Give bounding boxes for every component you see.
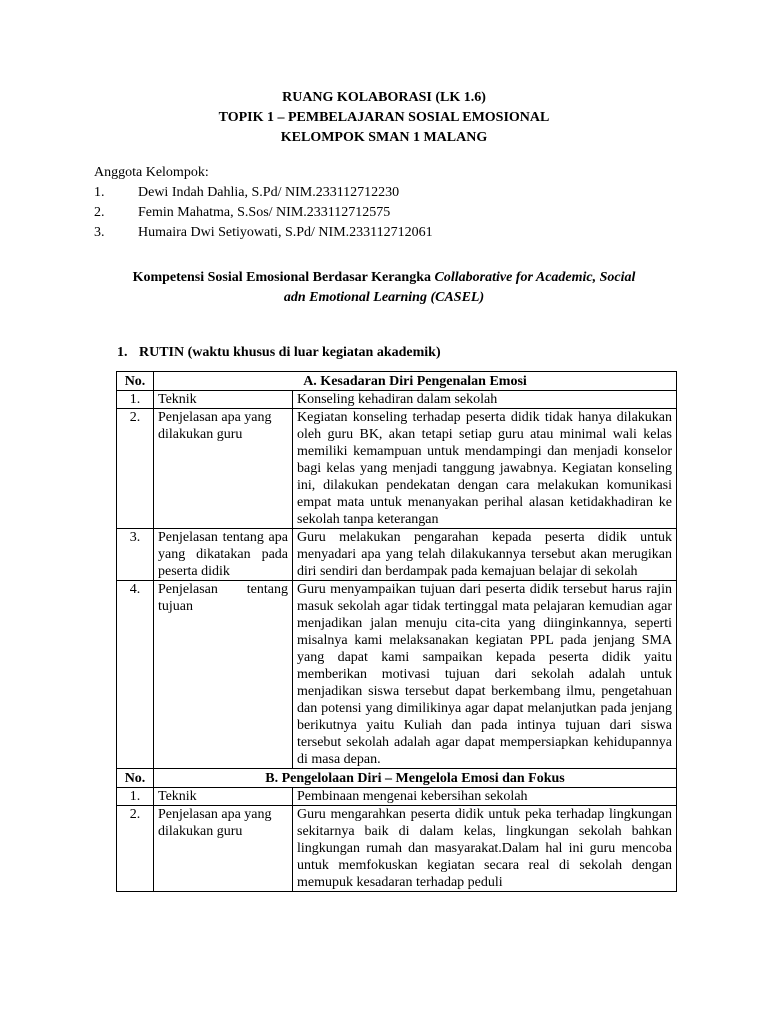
member-item: [94, 223, 694, 243]
row-label: Penjelasan tentang apa yang dikatakan pada peserta didik: [154, 529, 293, 581]
competency-table: [116, 371, 677, 892]
table-row: [117, 581, 677, 769]
row-text: Guru melakukan pengarahan kepada peserta didik untuk menyadari apa yang telah dilakukannya tersebut akan merugikan diri sendiri dan berdampak pada kemajuan belajar di sekolah: [293, 529, 677, 581]
table-header-row: [117, 372, 677, 391]
casel-heading-italic-2: adn Emotional Learning (CASEL): [283, 290, 485, 305]
casel-heading-plain: Kompetensi Sosial Emosional Berdasar Kerangka: [132, 270, 435, 285]
member-name: Humaira Dwi Setiyowati, S.Pd/ NIM.233112712061: [138, 225, 433, 240]
table-row: [117, 391, 677, 409]
member-number: 2.: [94, 205, 105, 220]
table-row: [117, 788, 677, 806]
table-header-row: [117, 769, 677, 788]
title-line-1: RUANG KOLABORASI (LK 1.6): [282, 90, 486, 105]
table-row: [117, 806, 677, 892]
section-a-header: A. Kesadaran Diri Pengenalan Emosi: [154, 372, 677, 391]
casel-heading: [98, 268, 670, 308]
member-item: [94, 203, 694, 223]
title-line-3: KELOMPOK SMAN 1 MALANG: [280, 130, 488, 145]
row-text: Kegiatan konseling terhadap peserta didik tidak hanya dilakukan oleh guru BK, akan tetapi setiap guru atau minimal wali kelas memiliki kemampuan untuk mendampingi dan menjadi konselor bagi kelas yang menjadi tanggung jawabnya. Kegiatan konseling ini, dilakukan pendekatan dengan cara melakukan komunikasi empat mata untuk menanyakan perihal alasan ketidakhadiran ke sekolah tanpa keterangan: [293, 409, 677, 529]
section-title: [117, 343, 441, 363]
row-text: Pembinaan mengenai kebersihan sekolah: [293, 788, 677, 806]
row-label: Penjelasan tentang tujuan: [154, 581, 293, 769]
table-row: [117, 409, 677, 529]
row-number: 3.: [117, 529, 154, 581]
table-row: [117, 529, 677, 581]
row-text: Guru mengarahkan peserta didik untuk peka terhadap lingkungan sekitarnya baik di dalam kelas, lingkungan sekolah bahkan lingkungan rumah dan masyarakat.Dalam hal ini guru mencoba untuk memfokuskan kegiatan secara real di sekolah dengan memupuk kesadaran terhadap peduli: [293, 806, 677, 892]
row-label: Teknik: [154, 391, 293, 409]
member-number: 3.: [94, 225, 105, 240]
member-name: Dewi Indah Dahlia, S.Pd/ NIM.233112712230: [138, 185, 400, 200]
row-label: Penjelasan apa yang dilakukan guru: [154, 409, 293, 529]
document-title: [0, 88, 768, 148]
row-number: 2.: [117, 806, 154, 892]
section-number: 1.: [117, 345, 128, 360]
row-label: Teknik: [154, 788, 293, 806]
member-list: [94, 163, 694, 243]
title-line-2: TOPIK 1 – PEMBELAJARAN SOSIAL EMOSIONAL: [218, 110, 550, 125]
member-number: 1.: [94, 185, 105, 200]
row-text: Konseling kehadiran dalam sekolah: [293, 391, 677, 409]
no-header: No.: [117, 769, 154, 788]
member-name: Femin Mahatma, S.Sos/ NIM.233112712575: [138, 205, 391, 220]
section-title-text: RUTIN (waktu khusus di luar kegiatan akademik): [139, 345, 441, 360]
row-number: 4.: [117, 581, 154, 769]
member-list-label: Anggota Kelompok:: [94, 165, 209, 180]
row-number: 1.: [117, 391, 154, 409]
row-number: 1.: [117, 788, 154, 806]
member-item: [94, 183, 694, 203]
row-number: 2.: [117, 409, 154, 529]
row-label: Penjelasan apa yang dilakukan guru: [154, 806, 293, 892]
section-b-header: B. Pengelolaan Diri – Mengelola Emosi dan Fokus: [154, 769, 677, 788]
row-text: Guru menyampaikan tujuan dari peserta didik tersebut harus rajin masuk sekolah agar tidak tertinggal mata pelajaran kemudian agar menjadikan jalan menuju cita-cita yang diinginkannya, seperti misalnya kami melaksanakan kegiatan PPL pada jenjang SMA yang dapat kami sampaikan kepada peserta didik yaitu memberikan motivasi tujuan dari sekolah adalah untuk menjadikan siswa tersebut dapat berkembang ilmu, pengetahuan dan potensi yang dimilikinya agar dapat melanjutkan pada jenjang berikutnya yaitu Kuliah dan pada intinya tujuan dari siswa tersebut sekolah adalah agar dapat mempersiapkan kehidupannya di masa depan.: [293, 581, 677, 769]
casel-heading-italic-1: Collaborative for Academic, Social: [434, 270, 636, 285]
no-header: No.: [117, 372, 154, 391]
